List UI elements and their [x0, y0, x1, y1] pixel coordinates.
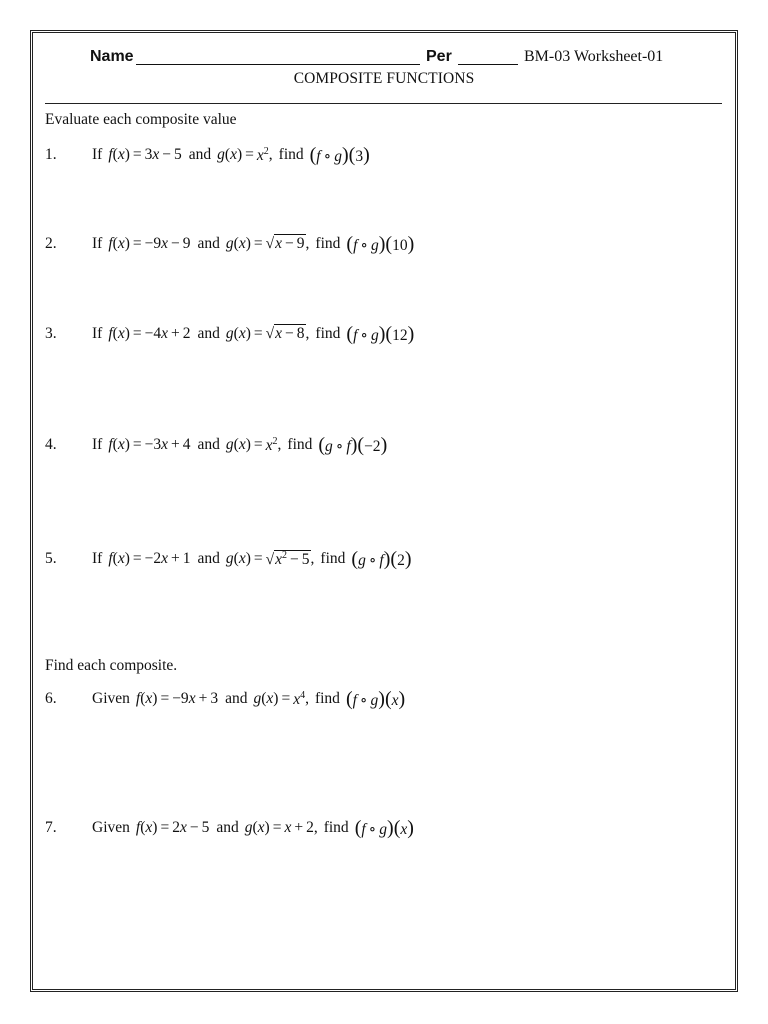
- composite-target: (f ∘ g)(10): [346, 232, 415, 255]
- find-word: find: [315, 325, 341, 342]
- composite-target: (f ∘ g)(12): [346, 322, 415, 345]
- and-word: and: [197, 550, 220, 567]
- composite-target: (f ∘ g)(3): [309, 143, 370, 166]
- g-definition: √x − 8: [265, 325, 305, 342]
- find-word: find: [315, 235, 341, 252]
- and-word: and: [197, 325, 220, 342]
- section-find-heading: Find each composite.: [45, 657, 178, 674]
- problem-number: 4.: [45, 436, 57, 453]
- problem-statement: If f ( x ) = −2x + 1 and g ( x ) = $√x^2 - 5$ , find (g ∘ f)(2): [92, 547, 412, 570]
- worksheet-header: [0, 48, 768, 72]
- header-rule: [45, 103, 722, 104]
- and-word: and: [188, 146, 212, 163]
- find-word: find: [320, 550, 346, 567]
- period-blank-line: [458, 64, 518, 65]
- g-definition: $x^4$: [293, 689, 306, 708]
- problem-statement: Given f ( x ) = −9x + 3 and g ( x ) = $x^4$ , find (f ∘ g)(x): [92, 687, 406, 710]
- composite-target: (f ∘ g)(x): [345, 687, 406, 710]
- g-definition: x + 2: [284, 819, 314, 836]
- f-definition: −9x + 3: [172, 690, 219, 707]
- problem-number: 5.: [45, 550, 57, 567]
- g-definition: $x^2$: [265, 435, 278, 454]
- worksheet-frame: [30, 30, 738, 992]
- find-word: find: [278, 146, 304, 163]
- worksheet-title: COMPOSITE FUNCTIONS: [293, 70, 475, 87]
- problem-lead: If: [92, 325, 103, 342]
- and-word: and: [225, 690, 248, 707]
- composite-target: (g ∘ f)(2): [351, 547, 412, 570]
- composite-target: (g ∘ f)(−2): [318, 433, 388, 456]
- f-definition: −2x + 1: [144, 550, 191, 567]
- worksheet-code: BM-03 Worksheet-01: [524, 48, 664, 65]
- composite-target: (f ∘ g)(x): [354, 816, 414, 839]
- problem-statement: If f ( x ) = −9x − 9 and g ( x ) = √x − 9 , find (f ∘ g)(10): [92, 232, 415, 255]
- problem-number: 1.: [45, 146, 57, 163]
- f-definition: −4x + 2: [144, 325, 191, 342]
- problem-lead: If: [92, 235, 103, 252]
- f-definition: 3x − 5: [144, 146, 182, 163]
- period-label: Per: [426, 48, 452, 65]
- name-blank-line: [136, 64, 420, 65]
- problem-lead: If: [92, 146, 103, 163]
- problem-statement: If f ( x ) = 3x − 5 and g ( x ) = $x^2$ , find (f ∘ g)(3): [92, 143, 370, 166]
- problem-statement: Given f ( x ) = 2x − 5 and g ( x ) = x + 2 , find (f ∘ g)(x): [92, 816, 414, 839]
- problem-number: 2.: [45, 235, 57, 252]
- problem-lead: Given: [92, 690, 130, 707]
- problem-number: 7.: [45, 819, 57, 836]
- problem-number: 6.: [45, 690, 57, 707]
- g-definition: $x^2$: [256, 145, 269, 164]
- find-word: find: [314, 690, 340, 707]
- f-definition: −9x − 9: [144, 235, 191, 252]
- and-word: and: [197, 436, 220, 453]
- f-definition: −3x + 4: [144, 436, 191, 453]
- f-definition: 2x − 5: [172, 819, 210, 836]
- problem-statement: If f ( x ) = −3x + 4 and g ( x ) = $x^2$ , find (g ∘ f)(−2): [92, 433, 388, 456]
- problem-number: 3.: [45, 325, 57, 342]
- g-definition: $√x^2 - 5$: [265, 549, 310, 568]
- problem-lead: If: [92, 436, 103, 453]
- and-word: and: [216, 819, 239, 836]
- problem-lead: Given: [92, 819, 130, 836]
- name-label: Name: [90, 48, 134, 65]
- g-definition: √x − 9: [265, 235, 305, 252]
- and-word: and: [197, 235, 220, 252]
- problem-statement: If f ( x ) = −4x + 2 and g ( x ) = √x − 8 , find (f ∘ g)(12): [92, 322, 415, 345]
- find-word: find: [323, 819, 349, 836]
- section-evaluate-heading: Evaluate each composite value: [45, 111, 237, 128]
- problem-lead: If: [92, 550, 103, 567]
- find-word: find: [287, 436, 313, 453]
